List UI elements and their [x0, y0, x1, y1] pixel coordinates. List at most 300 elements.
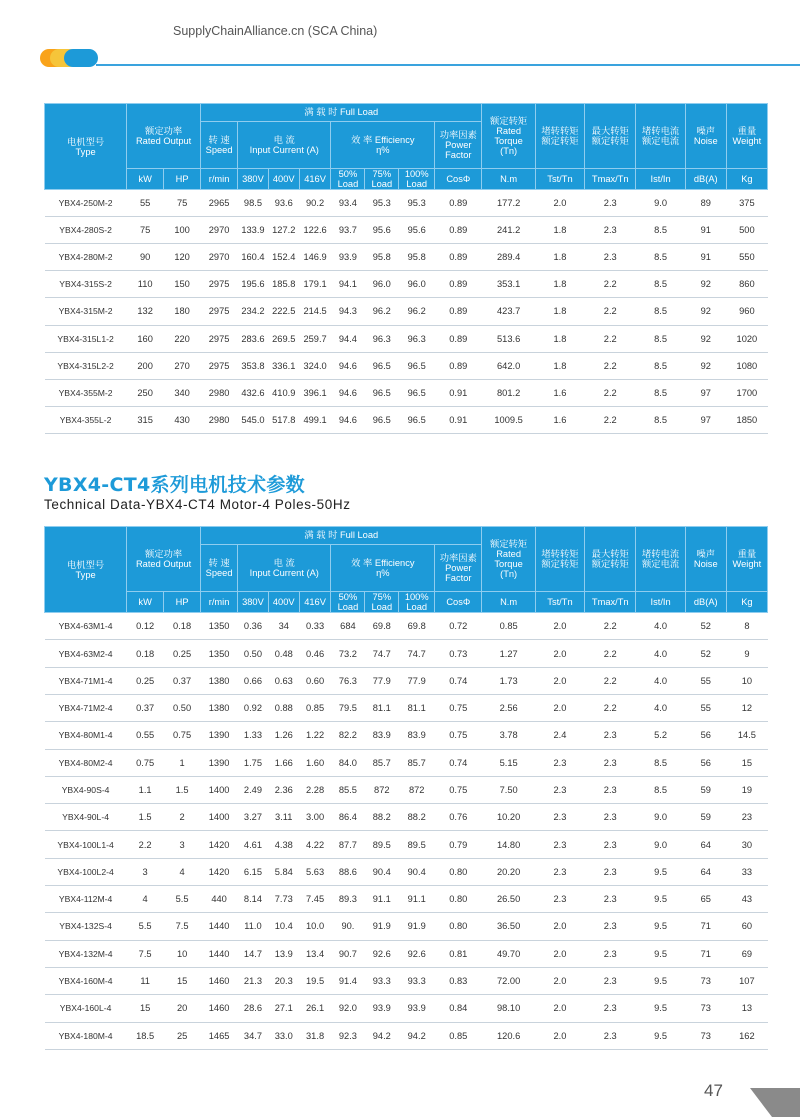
table-cell: 0.63 — [268, 667, 299, 694]
table-cell: 74.7 — [399, 640, 435, 667]
table-cell: 2.2 — [585, 613, 636, 640]
section-title-cn: YBX4-CT4系列电机技术参数 — [44, 474, 305, 496]
col-header-speed: 转 速 Speed — [201, 545, 238, 592]
table-row — [45, 217, 768, 244]
table-cell: 1380 — [201, 694, 238, 721]
table-cell: 1.27 — [482, 640, 535, 667]
col-unit-15: Kg — [726, 592, 767, 613]
table-cell: 0.92 — [238, 694, 269, 721]
table-row — [45, 1022, 768, 1049]
table-cell: 100 — [164, 217, 201, 244]
table-cell: 77.9 — [399, 667, 435, 694]
table-cell: 0.25 — [164, 640, 201, 667]
table-cell: 8.5 — [636, 217, 685, 244]
table-cell: 180 — [164, 298, 201, 325]
table-cell: 4 — [164, 858, 201, 885]
table-cell: 3.11 — [268, 804, 299, 831]
table-cell: 4.0 — [636, 694, 685, 721]
table-cell: 1440 — [201, 913, 238, 940]
table-cell: 27.1 — [268, 995, 299, 1022]
table-cell: 8.5 — [636, 244, 685, 271]
table-cell: 2.3 — [585, 995, 636, 1022]
table-cell: 94.2 — [365, 1022, 399, 1049]
cell-model: YBX4-315L1-2 — [45, 325, 127, 352]
table-cell: 96.0 — [365, 271, 399, 298]
table-cell: 324.0 — [299, 352, 331, 379]
table-cell: 49.70 — [482, 940, 535, 967]
col-unit-1: HP — [164, 592, 201, 613]
col-unit-11: Tst/Tn — [535, 592, 584, 613]
table-cell: 25 — [164, 1022, 201, 1049]
table-cell: 90.2 — [299, 190, 331, 217]
table-cell: 430 — [164, 406, 201, 433]
table-row — [45, 271, 768, 298]
table-cell: 200 — [127, 352, 164, 379]
table-cell: 1400 — [201, 804, 238, 831]
table-cell: 2.2 — [585, 352, 636, 379]
table-cell: 36.50 — [482, 913, 535, 940]
col-unit-7: 75% Load — [365, 592, 399, 613]
table-cell: 10 — [164, 940, 201, 967]
table-cell: 7.5 — [164, 913, 201, 940]
table-row — [45, 940, 768, 967]
table-cell: 2.3 — [585, 831, 636, 858]
cell-model: YBX4-250M-2 — [45, 190, 127, 217]
table-cell: 1.6 — [535, 406, 584, 433]
table-cell: 2.0 — [535, 190, 584, 217]
table-cell: 34 — [268, 613, 299, 640]
table-cell: 1.8 — [535, 298, 584, 325]
table-cell: 14.5 — [726, 722, 767, 749]
table-cell: 1.1 — [127, 776, 164, 803]
table-cell: 91 — [685, 217, 726, 244]
table-cell: 0.36 — [238, 613, 269, 640]
table-cell: 0.89 — [435, 271, 482, 298]
table-cell: 64 — [685, 831, 726, 858]
table-row — [45, 667, 768, 694]
table-cell: 0.89 — [435, 298, 482, 325]
table-cell: 7.45 — [299, 886, 331, 913]
table-row — [45, 190, 768, 217]
table-cell: 55 — [685, 667, 726, 694]
table-cell: 52 — [685, 640, 726, 667]
table-cell: 71 — [685, 940, 726, 967]
table-cell: 1.26 — [268, 722, 299, 749]
table-cell: 20 — [164, 995, 201, 1022]
table-cell: 2.2 — [585, 667, 636, 694]
table-cell: 2.3 — [585, 244, 636, 271]
table-cell: 234.2 — [238, 298, 269, 325]
table-cell: 28.6 — [238, 995, 269, 1022]
table-cell: 1.8 — [535, 217, 584, 244]
table-cell: 85.7 — [365, 749, 399, 776]
table-cell: 1460 — [201, 967, 238, 994]
table-cell: 0.74 — [435, 667, 482, 694]
table-cell: 8.5 — [636, 749, 685, 776]
table-cell: 5.5 — [127, 913, 164, 940]
table-cell: 0.91 — [435, 379, 482, 406]
table-cell: 250 — [127, 379, 164, 406]
table-cell: 0.74 — [435, 749, 482, 776]
table-cell: 77.9 — [365, 667, 399, 694]
table-cell: 89.5 — [365, 831, 399, 858]
col-unit-12: Tmax/Tn — [585, 592, 636, 613]
table-cell: 1.5 — [127, 804, 164, 831]
table-cell: 0.18 — [164, 613, 201, 640]
table-cell: 396.1 — [299, 379, 331, 406]
table-cell: 91 — [685, 244, 726, 271]
table-cell: 88.6 — [331, 858, 365, 885]
table-cell: 0.75 — [127, 749, 164, 776]
table-cell: 9 — [726, 640, 767, 667]
table-cell: 440 — [201, 886, 238, 913]
table-cell: 8.5 — [636, 325, 685, 352]
table-cell: 12 — [726, 694, 767, 721]
table-row — [45, 613, 768, 640]
table-cell: 4.22 — [299, 831, 331, 858]
table-cell: 0.80 — [435, 886, 482, 913]
table-cell: 85.7 — [399, 749, 435, 776]
table-cell: 10.4 — [268, 913, 299, 940]
table-cell: 83.9 — [365, 722, 399, 749]
table-cell: 8.14 — [238, 886, 269, 913]
col-unit-7: 75% Load — [365, 169, 399, 190]
table-cell: 98.10 — [482, 995, 535, 1022]
col-unit-0: kW — [127, 169, 164, 190]
table-cell: 1460 — [201, 995, 238, 1022]
col-header-rated-output: 额定功率 Rated Output — [127, 527, 201, 592]
table-cell: 0.89 — [435, 217, 482, 244]
table-cell: 177.2 — [482, 190, 535, 217]
table-cell: 2.3 — [585, 722, 636, 749]
table-cell: 2.3 — [585, 1022, 636, 1049]
table-cell: 9.5 — [636, 1022, 685, 1049]
table-cell: 59 — [685, 776, 726, 803]
table-cell: 69.8 — [365, 613, 399, 640]
table-cell: 2.0 — [535, 940, 584, 967]
table-cell: 96.5 — [365, 352, 399, 379]
table-cell: 423.7 — [482, 298, 535, 325]
table-cell: 2.2 — [585, 271, 636, 298]
table-cell: 5.15 — [482, 749, 535, 776]
table-cell: 0.85 — [482, 613, 535, 640]
table-cell: 88.2 — [399, 804, 435, 831]
table-row — [45, 640, 768, 667]
col-header-current: 电 流 Input Current (A) — [238, 122, 331, 169]
table-cell: 94.1 — [331, 271, 365, 298]
col-header-locked-current: 堵转电流 额定电流 — [636, 527, 685, 592]
col-unit-11: Tst/Tn — [535, 169, 584, 190]
table-cell: 90 — [127, 244, 164, 271]
table-cell: 2.2 — [585, 694, 636, 721]
col-header-rated-output: 额定功率 Rated Output — [127, 104, 201, 169]
table-cell: 2.3 — [585, 749, 636, 776]
table-row — [45, 352, 768, 379]
table-cell: 60 — [726, 913, 767, 940]
spec-table-2-pole — [44, 103, 768, 434]
table-row — [45, 886, 768, 913]
table-cell: 0.80 — [435, 913, 482, 940]
col-header-locked-torque: 堵转转矩 额定转矩 — [535, 104, 584, 169]
table-cell: 2.3 — [535, 886, 584, 913]
table-cell: 0.37 — [127, 694, 164, 721]
col-header-efficiency: 效 率 Efficiency η% — [331, 122, 435, 169]
table-cell: 89.5 — [399, 831, 435, 858]
table-cell: 1.5 — [164, 776, 201, 803]
table-cell: 150 — [164, 271, 201, 298]
table-row — [45, 694, 768, 721]
table-cell: 9.0 — [636, 804, 685, 831]
table-cell: 2970 — [201, 217, 238, 244]
table-cell: 94.3 — [331, 298, 365, 325]
col-header-model: 电机型号 Type — [45, 527, 127, 613]
table-cell: 289.4 — [482, 244, 535, 271]
table-cell: 0.73 — [435, 640, 482, 667]
table-cell: 9.5 — [636, 913, 685, 940]
col-unit-5: 416V — [299, 592, 331, 613]
table-cell: 76.3 — [331, 667, 365, 694]
table-cell: 2.56 — [482, 694, 535, 721]
table-cell: 8 — [726, 613, 767, 640]
table-row — [45, 995, 768, 1022]
table-cell: 1.33 — [238, 722, 269, 749]
col-unit-9: CosΦ — [435, 592, 482, 613]
cell-model: YBX4-280M-2 — [45, 244, 127, 271]
table-cell: 56 — [685, 749, 726, 776]
table-cell: 8.5 — [636, 352, 685, 379]
table-cell: 33.0 — [268, 1022, 299, 1049]
table-cell: 94.6 — [331, 379, 365, 406]
table-cell: 2.2 — [585, 325, 636, 352]
table-cell: 2.0 — [535, 640, 584, 667]
table-cell: 84.0 — [331, 749, 365, 776]
cell-model: YBX4-71M1-4 — [45, 667, 127, 694]
table-cell: 13.4 — [299, 940, 331, 967]
table-cell: 872 — [399, 776, 435, 803]
table-cell: 4.38 — [268, 831, 299, 858]
table-cell: 64 — [685, 858, 726, 885]
table-cell: 160.4 — [238, 244, 269, 271]
table-cell: 81.1 — [365, 694, 399, 721]
table-cell: 0.75 — [435, 722, 482, 749]
table-cell: 14.7 — [238, 940, 269, 967]
table-cell: 93.9 — [331, 244, 365, 271]
col-header-weight: 重量 Weight — [726, 527, 767, 592]
table-cell: 1390 — [201, 749, 238, 776]
cell-model: YBX4-100L1-4 — [45, 831, 127, 858]
table-cell: 107 — [726, 967, 767, 994]
table-cell: 0.85 — [299, 694, 331, 721]
cell-model: YBX4-112M-4 — [45, 886, 127, 913]
table-cell: 1465 — [201, 1022, 238, 1049]
table-cell: 0.75 — [435, 776, 482, 803]
col-unit-12: Tmax/Tn — [585, 169, 636, 190]
corner-tab-icon — [742, 1080, 800, 1117]
brand-logo-icon — [40, 49, 100, 67]
table-cell: 93.9 — [365, 995, 399, 1022]
cell-model: YBX4-280S-2 — [45, 217, 127, 244]
table-cell: 96.5 — [399, 379, 435, 406]
table-cell: 127.2 — [268, 217, 299, 244]
table-cell: 94.6 — [331, 406, 365, 433]
table-cell: 5.63 — [299, 858, 331, 885]
table-cell: 83.9 — [399, 722, 435, 749]
cell-model: YBX4-80M1-4 — [45, 722, 127, 749]
table-cell: 2.0 — [535, 1022, 584, 1049]
table-cell: 4.61 — [238, 831, 269, 858]
col-unit-14: dB(A) — [685, 169, 726, 190]
table-cell: 15 — [726, 749, 767, 776]
table-cell: 122.6 — [299, 217, 331, 244]
col-unit-15: Kg — [726, 169, 767, 190]
table-cell: 95.8 — [365, 244, 399, 271]
table-cell: 2970 — [201, 244, 238, 271]
table-cell: 1380 — [201, 667, 238, 694]
table-cell: 5.5 — [164, 886, 201, 913]
table-cell: 2.3 — [585, 886, 636, 913]
table-cell: 2.3 — [585, 217, 636, 244]
table-cell: 179.1 — [299, 271, 331, 298]
table-cell: 9.5 — [636, 886, 685, 913]
cell-model: YBX4-100L2-4 — [45, 858, 127, 885]
cell-model: YBX4-63M2-4 — [45, 640, 127, 667]
col-header-efficiency: 效 率 Efficiency η% — [331, 545, 435, 592]
cell-model: YBX4-160M-4 — [45, 967, 127, 994]
table-cell: 96.0 — [399, 271, 435, 298]
table-cell: 31.8 — [299, 1022, 331, 1049]
table-cell: 9.5 — [636, 858, 685, 885]
table-cell: 43 — [726, 886, 767, 913]
table-cell: 92 — [685, 325, 726, 352]
col-unit-4: 400V — [268, 592, 299, 613]
table-cell: 6.15 — [238, 858, 269, 885]
table-cell: 20.3 — [268, 967, 299, 994]
table-cell: 500 — [726, 217, 767, 244]
table-row — [45, 749, 768, 776]
table-cell: 0.60 — [299, 667, 331, 694]
table-cell: 1850 — [726, 406, 767, 433]
table-cell: 3 — [127, 858, 164, 885]
table-cell: 2.3 — [535, 804, 584, 831]
cell-model: YBX4-180M-4 — [45, 1022, 127, 1049]
col-header-locked-current: 堵转电流 额定电流 — [636, 104, 685, 169]
table-cell: 2.3 — [535, 831, 584, 858]
table-cell: 18.5 — [127, 1022, 164, 1049]
table-cell: 23 — [726, 804, 767, 831]
table-cell: 152.4 — [268, 244, 299, 271]
table-cell: 0.37 — [164, 667, 201, 694]
table-cell: 0.76 — [435, 804, 482, 831]
table-cell: 2.3 — [585, 940, 636, 967]
table-cell: 2.28 — [299, 776, 331, 803]
table-cell: 52 — [685, 613, 726, 640]
table-cell: 15 — [127, 995, 164, 1022]
table-cell: 96.2 — [365, 298, 399, 325]
table-cell: 0.75 — [164, 722, 201, 749]
table-cell: 9.0 — [636, 190, 685, 217]
table-cell: 545.0 — [238, 406, 269, 433]
table-row — [45, 298, 768, 325]
table-cell: 0.89 — [435, 352, 482, 379]
table-cell: 0.80 — [435, 858, 482, 885]
table-cell: 33 — [726, 858, 767, 885]
table-cell: 160 — [127, 325, 164, 352]
table-cell: 340 — [164, 379, 201, 406]
col-unit-6: 50% Load — [331, 169, 365, 190]
table-cell: 1.60 — [299, 749, 331, 776]
table-cell: 0.50 — [238, 640, 269, 667]
table-cell: 0.33 — [299, 613, 331, 640]
table-cell: 73 — [685, 995, 726, 1022]
col-unit-13: Ist/In — [636, 169, 685, 190]
table-cell: 91.1 — [365, 886, 399, 913]
table-cell: 1400 — [201, 776, 238, 803]
table-cell: 1390 — [201, 722, 238, 749]
col-unit-2: r/min — [201, 592, 238, 613]
col-header-rated-torque: 额定转矩 Rated Torque (Tn) — [482, 527, 535, 592]
table-cell: 10.20 — [482, 804, 535, 831]
table-cell: 26.50 — [482, 886, 535, 913]
spec-table-4-pole — [44, 526, 768, 1050]
table-cell: 91.9 — [365, 913, 399, 940]
table-cell: 2.3 — [535, 858, 584, 885]
table-cell: 8.5 — [636, 298, 685, 325]
table-cell: 0.50 — [164, 694, 201, 721]
table-cell: 75 — [127, 217, 164, 244]
col-header-model: 电机型号 Type — [45, 104, 127, 190]
table-cell: 499.1 — [299, 406, 331, 433]
table-cell: 9.5 — [636, 967, 685, 994]
table-cell: 8.5 — [636, 776, 685, 803]
section-title-en: Technical Data-YBX4-CT4 Motor-4 Poles-50Hz — [44, 497, 351, 512]
table-cell: 8.5 — [636, 406, 685, 433]
table-cell: 7.5 — [127, 940, 164, 967]
table-cell: 86.4 — [331, 804, 365, 831]
col-unit-10: N.m — [482, 592, 535, 613]
col-header-speed: 转 速 Speed — [201, 122, 238, 169]
table-cell: 2.36 — [268, 776, 299, 803]
table-cell: 1.8 — [535, 244, 584, 271]
table-cell: 1.8 — [535, 352, 584, 379]
table-cell: 93.6 — [268, 190, 299, 217]
table-cell: 0.18 — [127, 640, 164, 667]
col-unit-14: dB(A) — [685, 592, 726, 613]
table-cell: 91.9 — [399, 913, 435, 940]
col-header-rated-torque: 额定转矩 Rated Torque (Tn) — [482, 104, 535, 169]
cell-model: YBX4-160L-4 — [45, 995, 127, 1022]
table-cell: 517.8 — [268, 406, 299, 433]
table-cell: 71 — [685, 913, 726, 940]
table-cell: 4.0 — [636, 640, 685, 667]
col-header-full-load: 满 载 时 Full Load — [201, 527, 482, 545]
table-cell: 1350 — [201, 640, 238, 667]
col-unit-3: 380V — [238, 592, 269, 613]
table-cell: 4.0 — [636, 613, 685, 640]
table-cell: 0.25 — [127, 667, 164, 694]
table-cell: 2.3 — [585, 967, 636, 994]
table-cell: 2.2 — [585, 298, 636, 325]
table-cell: 93.9 — [399, 995, 435, 1022]
col-header-noise: 噪声 Noise — [685, 104, 726, 169]
table-cell: 4 — [127, 886, 164, 913]
cell-model: YBX4-63M1-4 — [45, 613, 127, 640]
table-cell: 93.3 — [399, 967, 435, 994]
table-cell: 97 — [685, 379, 726, 406]
table-cell: 0.85 — [435, 1022, 482, 1049]
table-cell: 2975 — [201, 271, 238, 298]
table-cell: 1 — [164, 749, 201, 776]
table-cell: 55 — [127, 190, 164, 217]
